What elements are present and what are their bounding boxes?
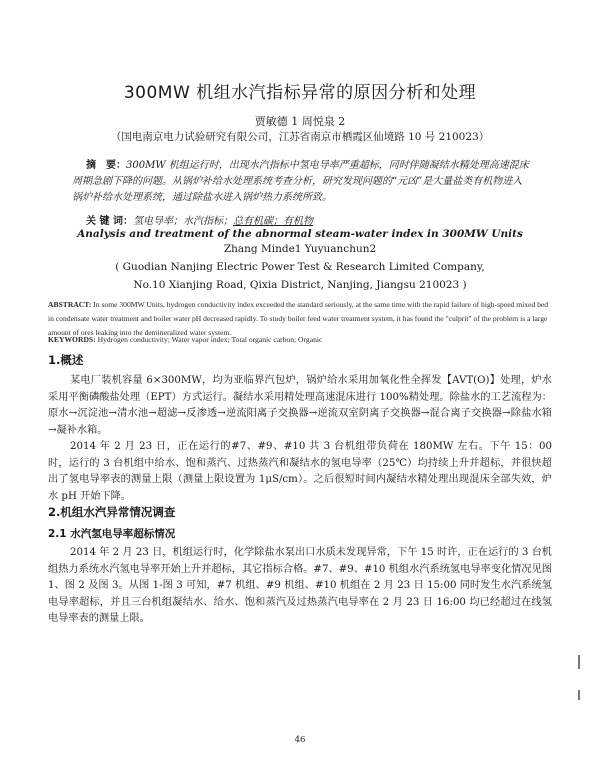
keywords-cn-item: 有机物 [282, 216, 313, 227]
section-2-1-heading: 2.1 水汽氢电导率超标情况 [48, 528, 176, 540]
section-1-paragraph-2: 2014 年 2 月 23 日，正在运行的#7、#9、#10 共 3 台机组带负荷在 180MW 左右。下午 15：00 时，运行的 3 台机组中给水、饱和蒸汽、过热蒸汽和凝结水的氢电导率（25℃）均持续上升并超标，并很快超出了氢电导率表的测量上限（测量上限设置为 1μS/cm）。之后很短时间内凝结水精处理出现混床全部失效，炉水 pH 开始下降。 [48, 441, 552, 502]
paper-authors: 贾敏德 1 周悦泉 2 [254, 115, 346, 128]
abstract-en [48, 298, 552, 340]
paper-affiliation: （国电南京电力试验研究有限公司，江苏省南京市栖霞区仙境路 10 号 210023） [110, 131, 490, 143]
abstract-cn-label: 摘 要： [86, 160, 126, 171]
english-authors: Zhang Minde1 Yuyuanchun2 [223, 243, 377, 255]
english-affiliation-line1: ( Guodian Nanjing Electric Power Test & Research Limited Company, [115, 261, 485, 273]
scan-edge-mark [578, 690, 580, 700]
paper-title: 300MW 机组水汽指标异常的原因分析和处理 [123, 83, 477, 103]
keywords-en-text: Hydrogen conductivity; Water vapor index; Total organic carbon; Organic [95, 335, 323, 344]
page-number: 46 [294, 735, 306, 745]
abstract-cn-text: 300MW 机组运行时，出现水汽指标中氢电导率严重超标，同时伴随凝结水精处理高速混床周期急剧下降的问题。从锅炉补给水处理系统考查分析，研究发现问题的“元凶”是大量盐类有机物进入锅炉补给水处理系统，通过除盐水进入锅炉热力系统所致。 [72, 160, 529, 203]
scan-edge-mark [578, 655, 580, 669]
keywords-en-label: KEYWORDS: [48, 335, 96, 344]
keywords-cn-label: 关 键 词： [86, 216, 133, 227]
abstract-cn [72, 158, 532, 206]
keywords-en [48, 335, 552, 344]
section-2-heading: 2.机组水汽异常情况调查 [48, 505, 176, 519]
section-1-paragraph-1: 某电厂装机容量 6×300MW，均为亚临界汽包炉，锅炉给水采用加氧化性全挥发【AVT(O)】处理，炉水采用平衡磷酸盐处理（EPT）方式运行。凝结水采用精处理高速混床进行 100%精处理。除盐水的工艺流程为：原水→沉淀池→清水池→超滤→反渗透→逆流阳离子交换器→逆流双室阴离子交换器→混合离子交换器→除盐水箱→凝补水箱。 [48, 375, 552, 436]
english-affiliation-line2: No.10 Xianjing Road, Qixia District, Nanjing, Jiangsu 210023 ) [133, 279, 467, 291]
abstract-en-text: In some 300MW Units, hydrogen conductivity index exceeded the standard seriously, at the same time with the rapid failure of high-speed mixed bed in condensate water treatment and boiler water pH decreased rapidly. To study boiler feed water treatment system, it has found the "culprit" of the problem is a large amount of ores leaking into the demineralized water system. [48, 300, 549, 337]
english-title: Analysis and treatment of the abnormal steam-water index in 300MW Units [77, 228, 523, 240]
section-2-1-paragraph-1: 2014 年 2 月 23 日，机组运行时，化学除盐水泵出口水质未发现异常，下午 15 时许，正在运行的 3 台机组热力系统水汽氢电导率开始上升并超标，其它指标合格。#7、#9、#10 机组水汽系统氢电导率变化情况见图 1、图 2 及图 3。从图 1-图 3 可知，#7 机组、#9 机组、#10 机组在 2 月 23 日 15:00 同时发生水汽系统氢电导率超标，并且三台机组凝结水、给水、饱和蒸汽及过热蒸汽电导率在 2 月 23 日 16:00 均已经超过在线氢电导率表的测量上限。 [48, 547, 552, 624]
keywords-cn-item: 氢电导率；水汽指标； [132, 216, 233, 227]
section-1-heading: 1.概述 [48, 353, 84, 367]
keywords-cn-item: 总有机碳； [232, 216, 283, 227]
abstract-en-label: ABSTRACT: [48, 300, 92, 309]
keywords-cn [72, 212, 532, 227]
